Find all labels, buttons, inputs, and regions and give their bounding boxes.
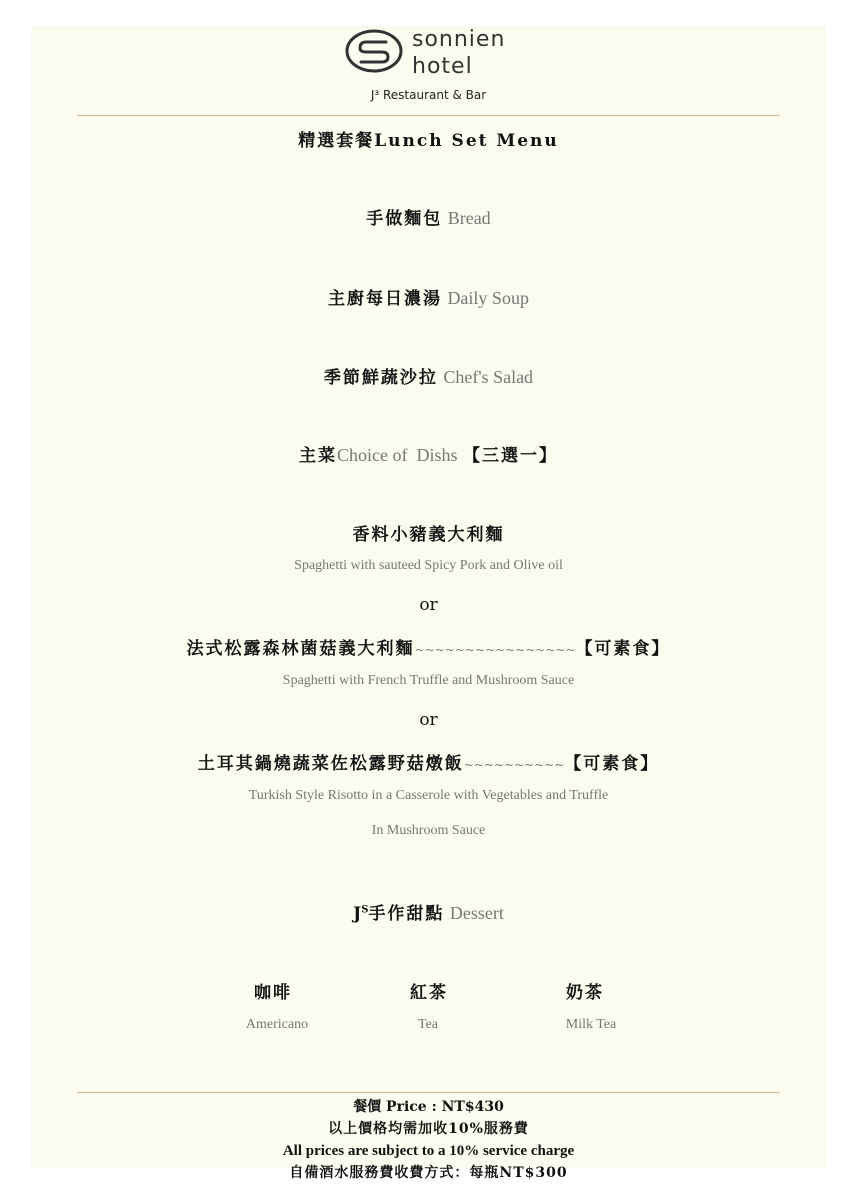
set-menu-title: 精選套餐Lunch Set Menu (298, 131, 559, 151)
course-en: Chef's Salad (443, 367, 534, 387)
service-charge-en: All prices are subject to a 10% service charge (282, 1143, 575, 1159)
hotel-logo-icon (344, 29, 404, 73)
course-en: Daily Soup (447, 288, 529, 308)
service-charge-cn: 以上價格均需加收10%服務費 (328, 1121, 529, 1137)
drink-black-tea-cn: 紅茶 (410, 983, 448, 1003)
vegetarian-tag: 【可素食】 (575, 639, 671, 659)
drink-coffee-cn: 咖啡 (254, 983, 292, 1003)
course-cn: 季節鮮蔬沙拉 (323, 368, 438, 388)
dish-3-en-line2: In Mushroom Sauce (371, 823, 486, 838)
or-separator: or (419, 710, 438, 730)
dish-3-dash: ~~~~~~~~~~ (463, 758, 565, 772)
main-heading-suffix: 【三選一】 (462, 446, 558, 466)
dessert-en: Dessert (449, 903, 504, 923)
course-salad (0, 363, 857, 388)
or-separator: or (419, 595, 438, 615)
brand-name-line1: sonnien (412, 27, 506, 52)
footer (0, 1096, 857, 1184)
dessert-sup: S (361, 904, 369, 916)
course-en: Bread (447, 208, 491, 228)
dish-1-en: Spaghetti with sauteed Spicy Pork and Olive oil (294, 558, 563, 573)
restaurant-name: J³ Restaurant & Bar (370, 88, 487, 102)
dessert-prefix: J (353, 904, 362, 924)
drink-milk-tea-cn: 奶茶 (566, 983, 604, 1003)
dish-2-title (0, 634, 857, 659)
dish-2-dash: ~~~~~~~~~~~~~~~~ (414, 643, 576, 657)
dessert-cn: 手作甜點 (368, 904, 445, 924)
dish-2-cn: 法式松露森林菌菇義大利麵 (186, 639, 415, 659)
drink-coffee-en: Americano (245, 1017, 309, 1032)
drink-milk-tea-en: Milk Tea (565, 1017, 617, 1032)
dish-3-en-line1: Turkish Style Risotto in a Casserole with Vegetables and Truffle (248, 788, 609, 803)
course-cn: 主廚每日濃湯 (328, 289, 443, 309)
course-soup (0, 284, 857, 309)
header-divider (77, 115, 780, 116)
dish-3-cn: 土耳其鍋燒蔬菜佐松露野菇燉飯 (197, 754, 464, 774)
dish-2-en: Spaghetti with French Truffle and Mushroom Sauce (282, 673, 575, 688)
price-line: 餐價 Price : NT$430 (353, 1099, 504, 1115)
main-heading-cn: 主菜 (299, 446, 338, 466)
main-course-heading (0, 441, 857, 466)
main-heading-en: Choice of Dishs (337, 445, 458, 465)
corkage-fee: 自備酒水服務費收費方式：每瓶NT$300 (289, 1165, 568, 1181)
course-bread (0, 204, 857, 229)
course-cn: 手做麵包 (366, 209, 443, 229)
course-dessert (0, 899, 857, 924)
vegetarian-tag: 【可素食】 (564, 754, 660, 774)
dish-1-cn: 香料小豬義大利麵 (352, 525, 505, 545)
brand-name-line2: hotel (412, 54, 473, 79)
footer-divider (77, 1092, 780, 1093)
drink-black-tea-en: Tea (417, 1017, 438, 1032)
dish-3-title (0, 749, 857, 774)
